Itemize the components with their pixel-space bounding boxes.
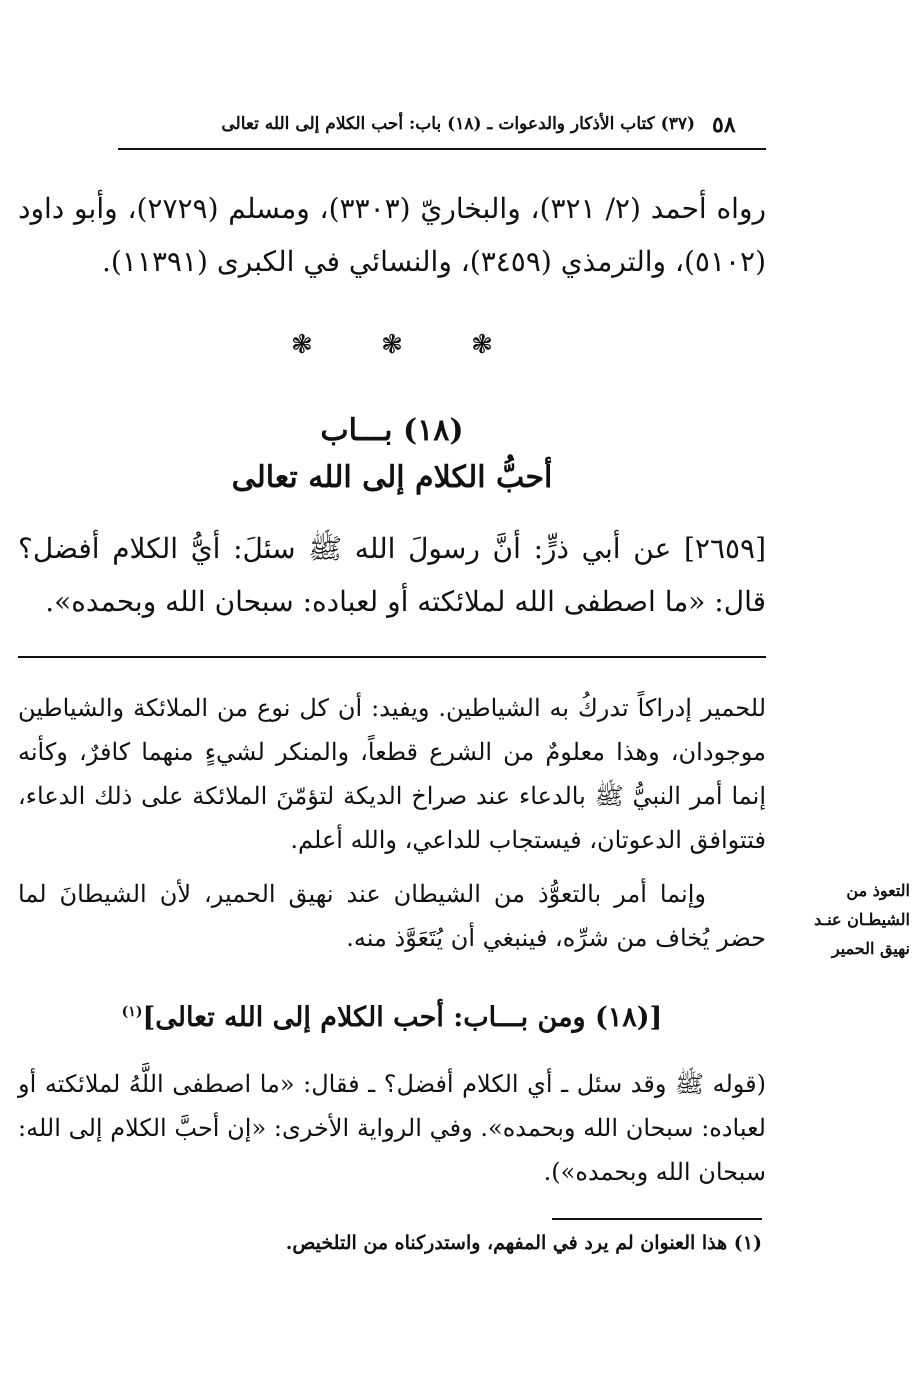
commentary-paragraph: وإنما أمر بالتعوُّذ من الشيطان عند نهيق الحمير، لأن الشيطانَ لما حضر يُخاف من شرِّه، فينبغي أن يُتَعَوَّذ منه. (18, 880, 766, 952)
chapter-number: (١٨) بـــاب (320, 413, 464, 448)
commentary-paragraph: للحمير إدراكاً تدركُ به الشياطين. ويفيد: أن كل نوع من الملائكة والشياطين موجودان، وهذا معلومٌ من الشرع قطعاً، والمنكر لشيءٍ منهما كافرٌ، وكأنه إنما أمر النبيُّ ﷺ بالدعاء عند صراخ الديكة لتؤمّنَ الملائكة على ذلك الدعاء، فتتوافق الدعوتان، فيستجاب للداعي، والله أعلم. (18, 694, 767, 854)
chapter-title: أحبُّ الكلام إلى الله تعالى (231, 460, 553, 495)
page-number: ٥٨ (712, 112, 736, 138)
footnote-mark: (١) (121, 1004, 143, 1020)
footnote-rule (552, 1218, 762, 1220)
section-separator (18, 330, 766, 360)
running-title: (٣٧) كتاب الأذكار والدعوات ـ (١٨) باب: أحب الكلام إلى الله تعالى (221, 114, 695, 134)
hadith-text: [٢٦٥٩] عن أبي ذرٍّ: أنَّ رسولَ الله ﷺ سئلَ: أيُّ الكلام أفضل؟ قال: «ما اصطفى الله لملائكته أو لعباده: سبحان الله وبحمده». (18, 532, 766, 618)
margin-note-line: نهيق الحمير (831, 939, 910, 958)
separator-star-icon: ❃ (291, 330, 313, 360)
margin-note-line: التعوذ من (846, 881, 910, 900)
header-rule (118, 148, 766, 150)
commentary-paragraph: (قوله ﷺ وقد سئل ـ أي الكلام أفضل؟ ـ فقال: «ما اصطفى اللَّهُ لملائكته أو لعباده: سبحان الله وبحمده». وفي الرواية الأخرى: «إن أحبَّ الكلام إلى الله: سبحان الله وبحمده»). (18, 1070, 766, 1186)
commentary-rule (18, 656, 766, 658)
separator-star-icon: ❃ (381, 330, 403, 360)
footnote: (١) هذا العنوان لم يرد في المفهم، واستدركناه من التلخيص. (285, 1232, 762, 1254)
separator-star-icon: ❃ (471, 330, 493, 360)
margin-note-line: الشيطـان عنـد (814, 910, 910, 929)
margin-note (770, 876, 910, 963)
subchapter-title (18, 1002, 766, 1033)
hadith-source-text: رواه أحمد (٢/ ٣٢١)، والبخاريّ (٣٣٠٣)، ومسلم (٢٧٢٩)، وأبو داود (٥١٠٢)، والترمذي (٣٤٥٩)، والنسائي في الكبرى (١١٣٩١). (18, 192, 766, 278)
subchapter-title-text: [(١٨) ومن بـــاب: أحب الكلام إلى الله تعالى] (142, 1002, 663, 1033)
